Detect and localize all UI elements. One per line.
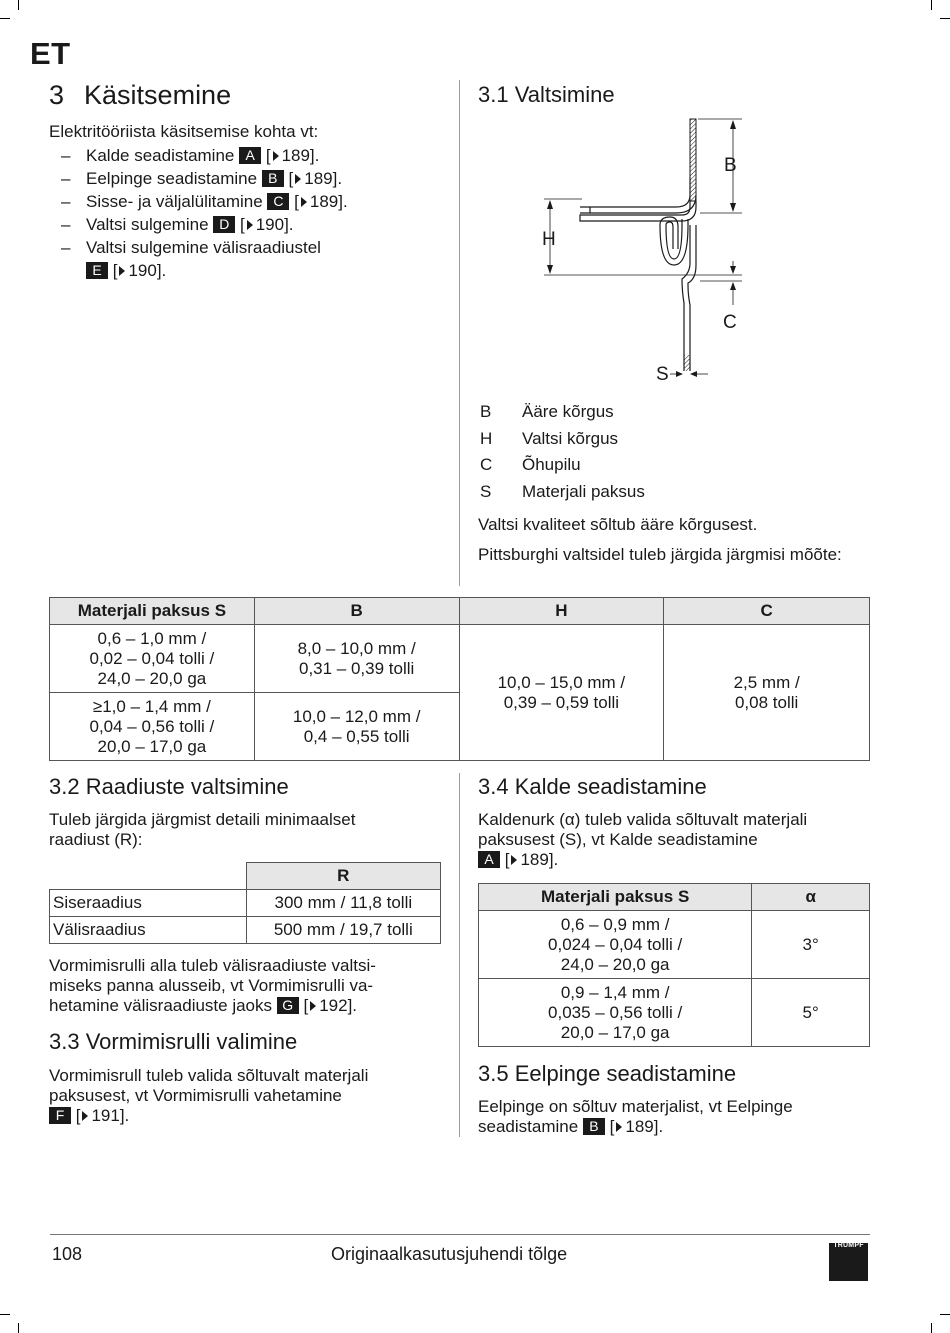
section-3-3-heading [49, 1029, 297, 1055]
column-divider [459, 773, 460, 1137]
key-badge: A [478, 851, 500, 868]
page-ref-arrow-icon [82, 1111, 88, 1121]
heading-number: 3.4 [478, 774, 509, 799]
key-badge: A [239, 147, 261, 164]
trumpf-logo-text: TRUMPF [833, 1242, 864, 1249]
page-ref-arrow-icon [295, 174, 301, 184]
pittsburgh-note: Pittsburghi valtsidel tuleb järgida järgmisi mõõte: [478, 545, 842, 564]
lower-leg [682, 225, 696, 371]
pretension-note: Eelpinge on sõltuv materjalist, vt Eelpinge seadistamine B [ 189]. [478, 1097, 793, 1136]
page-number: 108 [52, 1244, 83, 1264]
col-header: Materjali paksus S [50, 598, 255, 625]
c-arrow-bottom [730, 282, 736, 290]
s-arrow-left [676, 371, 683, 377]
b-arrow-bottom [730, 203, 736, 212]
section-3-1-heading [478, 82, 615, 108]
diagram-label-c: C [723, 312, 737, 333]
column-divider [459, 80, 460, 586]
page-ref-arrow-icon [511, 855, 517, 865]
heading-text: Valtsimine [514, 82, 615, 107]
table-cell: 10,0 – 15,0 mm / 0,39 – 0,59 tolli [459, 625, 664, 761]
crop-mark [0, 1314, 10, 1315]
table-cell: 500 mm / 19,7 tolli [246, 917, 440, 944]
legend-row: H Valtsi kõrgus [480, 428, 619, 448]
s-arrow-right [690, 371, 697, 377]
table-cell: ≥1,0 – 1,4 mm / 0,04 – 0,56 tolli / 20,0 – 17,0 ga [50, 693, 255, 761]
crop-mark [0, 18, 10, 19]
list-item: – Valtsi sulgemine D [ 190]. [61, 215, 294, 234]
page-link[interactable]: 189]. [625, 1117, 664, 1136]
table-cell: 8,0 – 10,0 mm / 0,31 – 0,39 tolli [254, 625, 459, 693]
legend-row: C Õhupilu [480, 455, 581, 475]
table-cell: 0,6 – 0,9 mm / 0,024 – 0,04 tolli / 24,0 – 20,0 ga [479, 911, 752, 979]
diagram-label-h: H [542, 229, 556, 250]
heading-text: Vormimisrulli valimine [85, 1029, 298, 1054]
empty-header-cell [50, 863, 247, 890]
section-3-4-heading [478, 774, 707, 800]
key-badge: B [583, 1118, 605, 1135]
heading-text: Käsitsemine [84, 80, 232, 110]
crop-mark [931, 0, 932, 10]
table-cell: 0,9 – 1,4 mm / 0,035 – 0,56 tolli / 20,0 – 17,0 ga [479, 979, 752, 1047]
table-cell: 5° [752, 979, 870, 1047]
reference-list [49, 144, 449, 282]
table-cell: 0,6 – 1,0 mm / 0,02 – 0,04 tolli / 24,0 – 20,0 ga [50, 625, 255, 693]
heading-text: Raadiuste valtsimine [85, 774, 289, 799]
crop-mark [940, 18, 950, 19]
crop-mark [931, 1323, 932, 1333]
heading-number: 3 [49, 80, 65, 110]
col-header: H [459, 598, 664, 625]
key-badge: B [262, 170, 284, 187]
table-cell: 300 mm / 11,8 tolli [246, 890, 440, 917]
footer-title: Originaalkasutusjuhendi tõlge [331, 1244, 568, 1264]
heading-number: 3.5 [478, 1061, 509, 1086]
h-arrow-top [547, 200, 553, 209]
page-ref-arrow-icon [119, 266, 125, 276]
radius-table [49, 862, 441, 944]
language-code: ET [30, 36, 71, 71]
quality-note: Valtsi kvaliteet sõltub ääre kõrgusest. [478, 515, 758, 534]
col-header: B [254, 598, 459, 625]
page-link[interactable]: 192]. [319, 996, 358, 1015]
key-badge: D [213, 216, 235, 233]
b-arrow-top [730, 120, 736, 129]
section-3-heading [49, 80, 231, 111]
list-item: – Kalde seadistamine A [ 189]. [61, 146, 320, 165]
seam-inner-wall [660, 217, 678, 249]
diagram-label-b: B [724, 155, 737, 176]
page-ref-arrow-icon [273, 151, 279, 161]
legend-row: B Ääre kõrgus [480, 402, 614, 421]
key-badge: G [277, 997, 299, 1014]
tilt-note: Kaldenurk (α) tuleb valida sõltuvalt materjali paksusest (S), vt Kalde seadistamine A [ 189]. [478, 810, 808, 869]
radius-intro: Tuleb järgida järgmist detaili minimaalset raadiust (R): [49, 810, 356, 849]
list-item: – Valtsi sulgemine välisraadiustel E [ 190]. [61, 238, 321, 280]
seam-body [580, 177, 696, 213]
col-header: R [246, 863, 440, 890]
table-cell: 10,0 – 12,0 mm / 0,4 – 0,55 tolli [254, 693, 459, 761]
list-item: – Eelpinge seadistamine B [ 189]. [61, 169, 343, 188]
col-header: C [664, 598, 870, 625]
dimension-table [49, 597, 870, 761]
page-link[interactable]: 190]. [128, 261, 167, 280]
list-item: – Sisse- ja väljalülitamine C [ 189]. [61, 192, 348, 211]
page-link[interactable]: 190]. [255, 215, 294, 234]
legend-row: S Materjali paksus [480, 482, 645, 502]
page-ref-arrow-icon [310, 1001, 316, 1011]
seam-diagram [530, 115, 760, 385]
table-cell: Välisraadius [50, 917, 247, 944]
col-header: Materjali paksus S [479, 884, 752, 911]
seam-outer-fold [580, 201, 696, 221]
intro-text: Elektritööriista käsitsemise kohta vt: [49, 122, 319, 141]
page-ref-arrow-icon [247, 220, 253, 230]
page-link[interactable]: 189]. [281, 146, 320, 165]
page-link[interactable]: 191]. [91, 1106, 130, 1125]
page-link[interactable]: 189]. [309, 192, 348, 211]
tilt-table [478, 883, 870, 1047]
page-ref-arrow-icon [616, 1122, 622, 1132]
table-cell: 3° [752, 911, 870, 979]
key-badge: C [267, 193, 289, 210]
crop-mark [18, 1323, 19, 1333]
table-cell: 2,5 mm / 0,08 tolli [664, 625, 870, 761]
table-cell: Siseraadius [50, 890, 247, 917]
diagram-legend [480, 402, 645, 509]
page-link[interactable]: 189]. [304, 169, 343, 188]
heading-number: 3.2 [49, 774, 80, 799]
lower-leg-hatch [684, 355, 690, 371]
page-ref-arrow-icon [301, 197, 307, 207]
heading-text: Kalde seadistamine [514, 774, 707, 799]
col-header: α [752, 884, 870, 911]
key-badge: F [49, 1107, 71, 1124]
heading-number: 3.1 [478, 82, 509, 107]
footer-rule [50, 1234, 870, 1235]
crop-mark [18, 0, 19, 10]
roller-note: Vormimisrull tuleb valida sõltuvalt materjali paksusest, vt Vormimisrulli vahetamine F [ 191]. [49, 1066, 369, 1125]
crop-mark [940, 1314, 950, 1315]
outer-radius-note: Vormimisrulli alla tuleb välisraadiuste valtsi- miseks panna alusseib, vt Vormimisrulli va- hetamine välisraadiuste jaoks G [ 192]. [49, 956, 376, 1015]
heading-text: Eelpinge seadistamine [514, 1061, 737, 1086]
section-3-2-heading [49, 774, 289, 800]
key-badge: E [86, 262, 108, 279]
heading-number: 3.3 [49, 1029, 80, 1054]
c-arrow-top [730, 266, 736, 274]
page-link[interactable]: 189]. [520, 850, 559, 869]
flange-plate [690, 119, 696, 201]
section-3-5-heading [478, 1061, 736, 1087]
diagram-label-s: S [656, 364, 669, 385]
h-arrow-bottom [547, 265, 553, 274]
